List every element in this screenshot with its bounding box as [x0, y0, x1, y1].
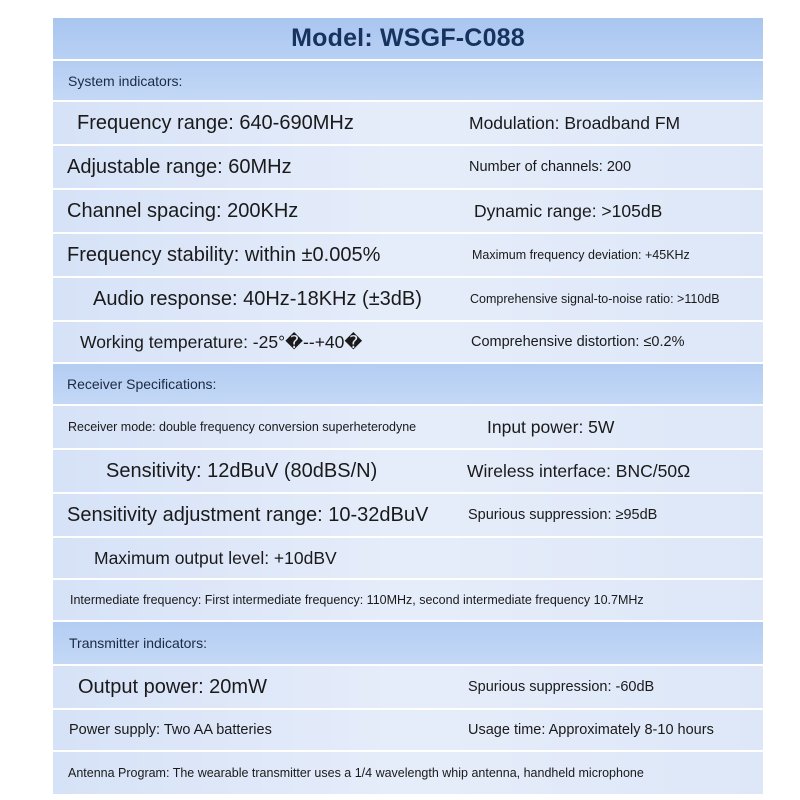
section-label-transmitter: Transmitter indicators: — [69, 635, 207, 651]
spec-right: Comprehensive signal-to-noise ratio: >110dB — [470, 292, 720, 306]
spec-row — [53, 666, 763, 710]
model-title: Model: WSGF-C088 — [291, 24, 525, 52]
spec-right: Modulation: Broadband FM — [469, 112, 681, 133]
spec-row — [53, 538, 763, 580]
spec-row — [53, 234, 763, 278]
spec-row — [53, 102, 763, 146]
spec-row — [53, 406, 763, 450]
spec-right: Comprehensive distortion: ≤0.2% — [471, 334, 685, 350]
spec-left: Output power: 20mW — [78, 675, 267, 698]
title-row — [53, 18, 763, 61]
spec-full: Intermediate frequency: First intermediate frequency: 110MHz, second intermediate frequency 10.7MHz — [70, 593, 644, 607]
spec-right: Input power: 5W — [487, 416, 615, 437]
spec-row — [53, 450, 763, 494]
spec-right: Spurious suppression: ≥95dB — [468, 507, 658, 523]
spec-row — [53, 278, 763, 322]
section-label-receiver: Receiver Specifications: — [67, 376, 217, 392]
spec-left: Frequency stability: within ±0.005% — [67, 243, 381, 266]
spec-row — [53, 710, 763, 752]
spec-row-full — [53, 752, 763, 794]
spec-left: Frequency range: 640-690MHz — [77, 111, 354, 134]
section-header-transmitter — [53, 622, 763, 666]
spec-row — [53, 494, 763, 538]
spec-row — [53, 146, 763, 190]
spec-left: Power supply: Two AA batteries — [69, 722, 272, 738]
spec-right: Dynamic range: >105dB — [474, 200, 663, 221]
spec-left: Sensitivity: 12dBuV (80dBS/N) — [106, 459, 378, 482]
section-header-receiver — [53, 364, 763, 406]
spec-left: Adjustable range: 60MHz — [67, 155, 292, 178]
spec-right: Maximum frequency deviation: +45KHz — [472, 248, 690, 262]
spec-table — [53, 18, 763, 794]
spec-left: Working temperature: -25°�--+40� — [80, 331, 363, 352]
spec-full: Antenna Program: The wearable transmitter uses a 1/4 wavelength whip antenna, handheld microphone — [68, 766, 644, 780]
spec-left: Channel spacing: 200KHz — [67, 199, 299, 222]
spec-right: Wireless interface: BNC/50Ω — [467, 460, 691, 481]
spec-right: Usage time: Approximately 8-10 hours — [468, 722, 714, 738]
spec-right: Spurious suppression: -60dB — [468, 679, 655, 695]
spec-left: Receiver mode: double frequency conversion superheterodyne — [68, 420, 417, 434]
spec-row — [53, 322, 763, 364]
section-label-system: System indicators: — [68, 72, 183, 89]
spec-left: Audio response: 40Hz-18KHz (±3dB) — [93, 287, 422, 310]
spec-row-full — [53, 580, 763, 622]
spec-row — [53, 190, 763, 234]
spec-left: Maximum output level: +10dBV — [94, 547, 337, 568]
section-header-system — [53, 61, 763, 102]
spec-right: Number of channels: 200 — [469, 159, 632, 175]
spec-left: Sensitivity adjustment range: 10-32dBuV — [67, 503, 429, 526]
